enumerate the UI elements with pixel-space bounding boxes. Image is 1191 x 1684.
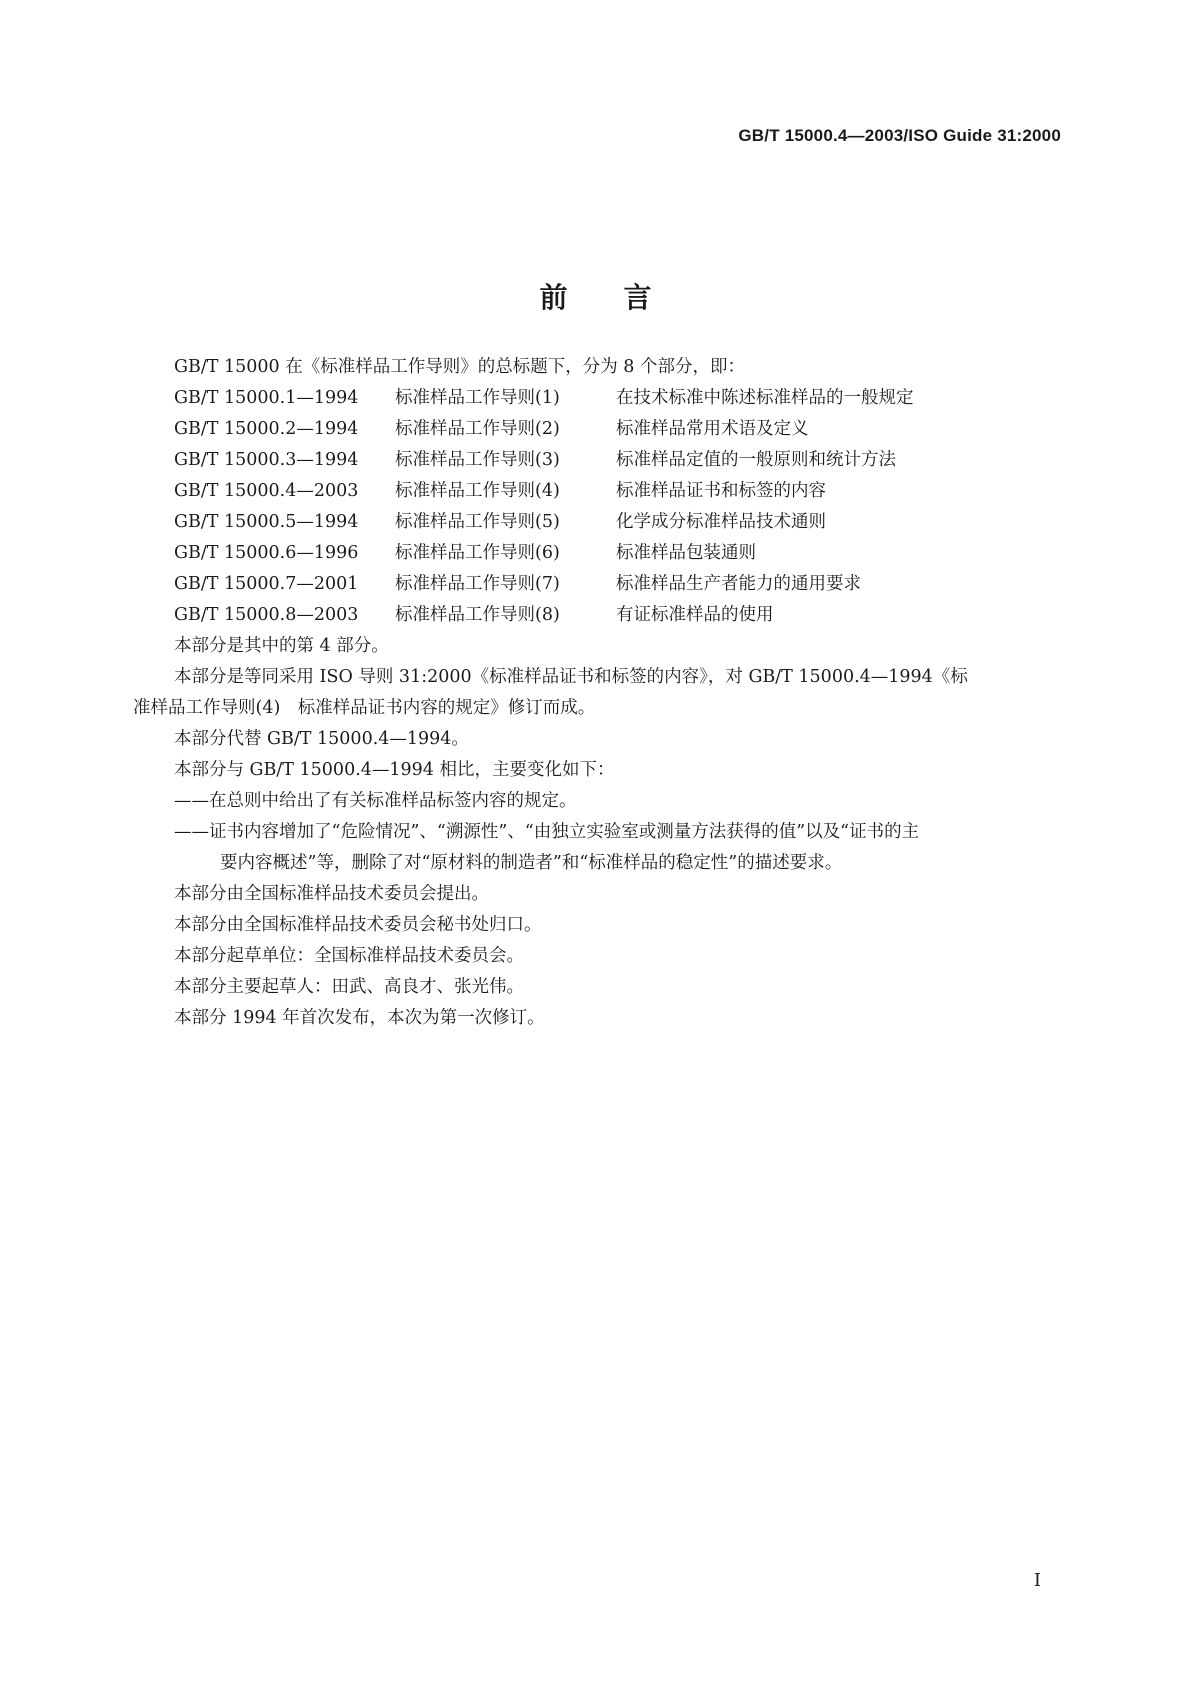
part-of-paragraph: 本部分是其中的第 4 部分。 [174,636,389,656]
part-code: GB/T 15000.4—2003 [174,481,359,501]
part-guide: 标准样品工作导则(7) [395,574,560,594]
part-guide: 标准样品工作导则(8) [395,605,560,625]
part-guide: 标准样品工作导则(2) [395,419,560,439]
part-guide: 标准样品工作导则(3) [395,450,560,470]
part-list-item [133,600,1063,631]
part-list-item [133,414,1063,445]
part-list-item [133,445,1063,476]
part-code: GB/T 15000.3—1994 [174,450,359,470]
part-subtitle: 化学成分标准样品技术通则 [616,512,826,532]
page-title: 前言 [539,281,708,314]
changes-intro-paragraph: 本部分与 GB/T 15000.4—1994 相比，主要变化如下： [174,760,615,780]
part-code: GB/T 15000.5—1994 [174,512,359,532]
standard-code-header: GB/T 15000.4—2003/ISO Guide 31:2000 [738,126,1061,145]
change-item-1: ——在总则中给出了有关标准样品标签内容的规定。 [174,791,577,811]
part-subtitle: 在技术标准中陈述标准样品的一般规定 [616,388,914,408]
page-number: I [1033,1570,1041,1591]
drafters-paragraph: 本部分主要起草人：田武、高良才、张光伟。 [174,977,524,997]
part-list-item [133,507,1063,538]
replaces-paragraph: 本部分代替 GB/T 15000.4—1994。 [174,729,469,749]
part-guide: 标准样品工作导则(4) [395,481,560,501]
part-subtitle: 标准样品包装通则 [616,543,756,563]
part-code: GB/T 15000.7—2001 [174,574,359,594]
drafting-unit-paragraph: 本部分起草单位：全国标准样品技术委员会。 [174,946,524,966]
change-item-2-line2: 要内容概述”等，删除了对“原材料的制造者”和“标准样品的稳定性”的描述要求。 [220,853,843,873]
part-subtitle: 标准样品常用术语及定义 [616,419,809,439]
part-list-item [133,538,1063,569]
adoption-paragraph-line2: 准样品工作导则(4) 标准样品证书内容的规定》修订而成。 [133,698,596,718]
history-paragraph: 本部分 1994 年首次发布，本次为第一次修订。 [174,1008,545,1028]
part-code: GB/T 15000.8—2003 [174,605,359,625]
part-subtitle: 标准样品生产者能力的通用要求 [616,574,861,594]
part-code: GB/T 15000.6—1996 [174,543,359,563]
part-subtitle: 有证标准样品的使用 [616,605,774,625]
part-code: GB/T 15000.1—1994 [174,388,359,408]
part-guide: 标准样品工作导则(5) [395,512,560,532]
part-subtitle: 标准样品证书和标签的内容 [616,481,826,501]
adoption-paragraph-line1: 本部分是等同采用 ISO 导则 31:2000《标准样品证书和标签的内容》，对 GB/T 15000.4—1994《标 [174,667,968,687]
foreword-body [133,352,1063,1034]
change-item-2-line1: ——证书内容增加了“危险情况”、“溯源性”、“由独立实验室或测量方法获得的值”以及“证书的主 [174,822,920,842]
part-list-item [133,383,1063,414]
part-guide: 标准样品工作导则(6) [395,543,560,563]
part-subtitle: 标准样品定值的一般原则和统计方法 [616,450,896,470]
centralized-by-paragraph: 本部分由全国标准样品技术委员会秘书处归口。 [174,915,542,935]
intro-paragraph: GB/T 15000 在《标准样品工作导则》的总标题下，分为 8 个部分，即： [174,357,745,377]
part-list-item [133,569,1063,600]
proposed-by-paragraph: 本部分由全国标准样品技术委员会提出。 [174,884,489,904]
part-list-item [133,476,1063,507]
part-guide: 标准样品工作导则(1) [395,388,560,408]
part-code: GB/T 15000.2—1994 [174,419,359,439]
